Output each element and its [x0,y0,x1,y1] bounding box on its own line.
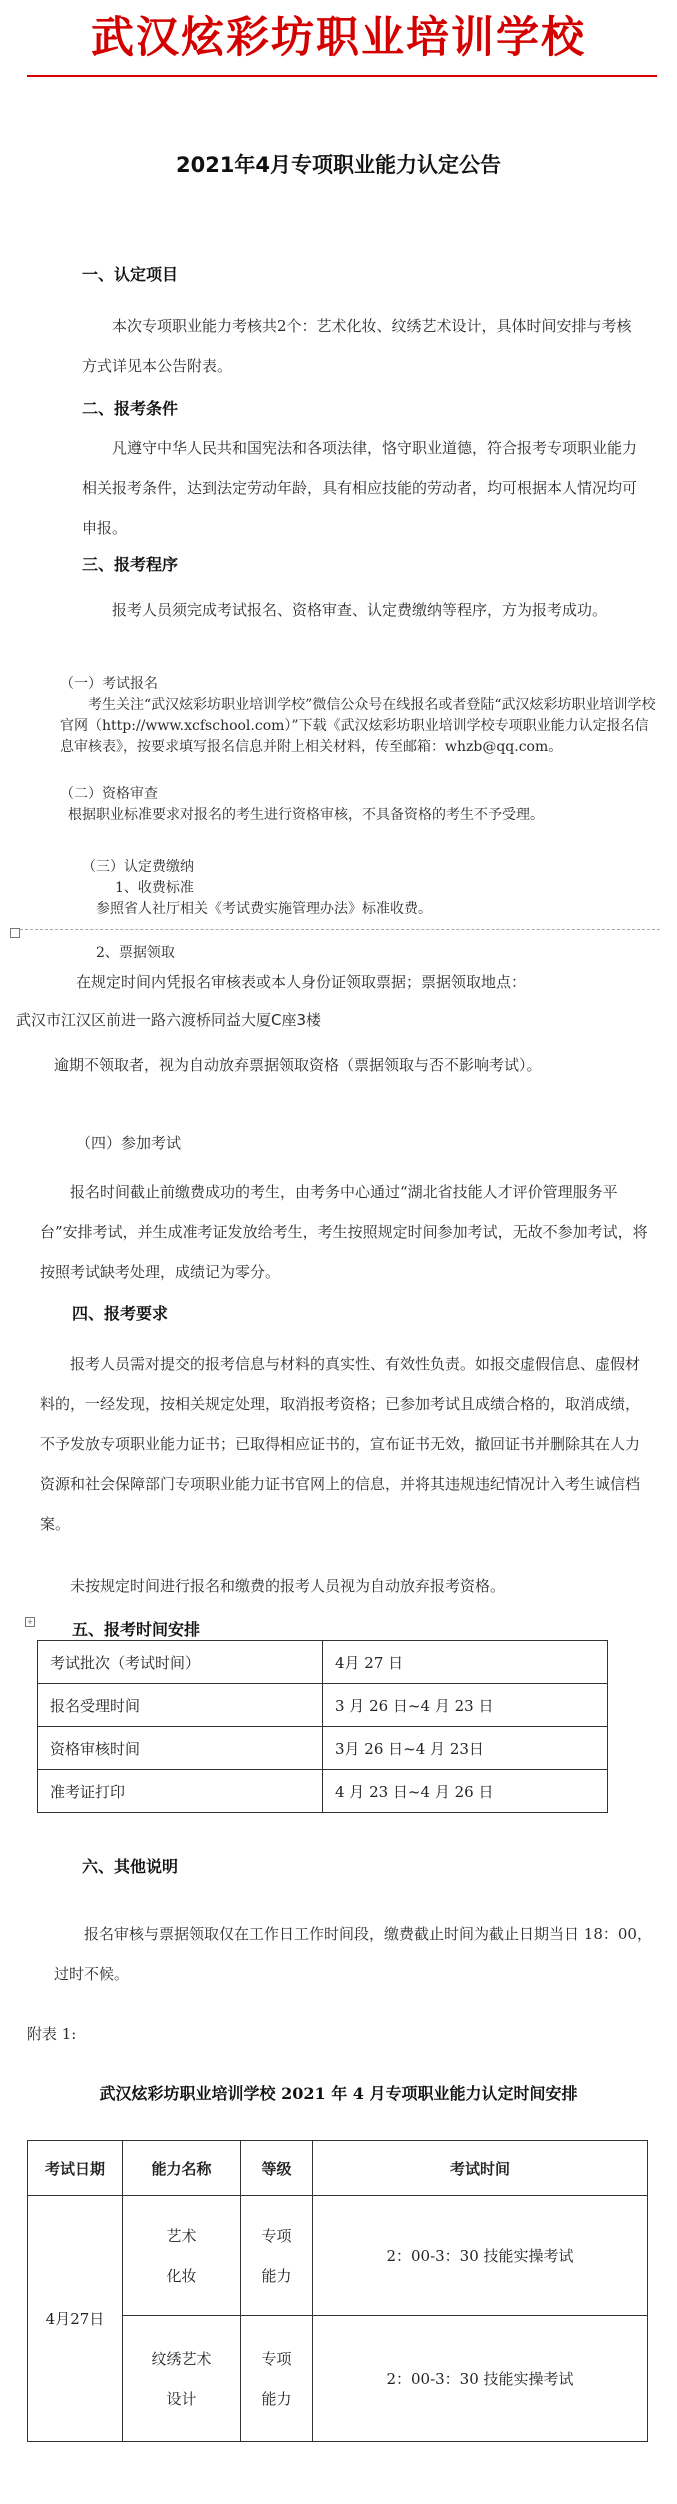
fee-standard-body: 参照省人社厅相关《考试费实施管理办法》标准收费。 [96,901,432,917]
section-3-intro: 报考人员须完成考试报名、资格审查、认定费缴纳等程序，方为报考成功。 [112,601,608,619]
schedule-value: 4 月 23 日~4 月 26 日 [323,1770,608,1813]
exam-date-cell: 4月27日 [28,2196,123,2442]
exam-time-cell: 2：00-3：30 技能实操考试 [313,2196,648,2316]
header-date: 考试日期 [28,2141,123,2196]
schedule-value: 4月 27 日 [323,1641,608,1684]
receipt-title: 2、票据领取 [96,945,175,961]
schedule-value: 3 月 26 日~4 月 23 日 [323,1684,608,1727]
section-1-body: 本次专项职业能力考核共2个：艺术化妆、纹绣艺术设计，具体时间安排与考核方式详见本公告附表。 [82,317,632,375]
subsection-registration-title: （一）考试报名 [60,676,158,692]
receipt-body: 在规定时间内凭报名审核表或本人身份证领取票据；票据领取地点： [76,973,527,991]
receipt-address: 武汉市江汉区前进一路六渡桥同益大厦C座3楼 [16,1011,322,1029]
header-level: 等级 [241,2141,313,2196]
subsection-exam-title: （四）参加考试 [76,1134,182,1152]
section-2-body: 凡遵守中华人民共和国宪法和各项法律，恪守职业道德，符合报考专项职业能力相关报考条件，达到法定劳动年龄，具有相应技能的劳动者，均可根据本人情况均可申报。 [82,439,638,537]
section-2-heading: 二、报考条件 [82,399,179,418]
header-divider [27,75,657,77]
subsection-registration-body: 考生关注“武汉炫彩坊职业培训学校”微信公众号在线报名或者登陆“武汉炫彩坊职业培训学校官网（http://www.xcfschool.com）”下载《武汉炫彩坊职业培训学校专项职业能力认定报名信息审核表》，按要求填写报名信息并附上相关材料，传至邮箱：whzb@qq.com。 [60,697,656,755]
skill-name-line: 纹绣艺术 [151,2349,212,2368]
page-break-line [20,929,660,930]
section-1-heading: 一、认定项目 [82,265,179,284]
skill-name-line: 艺术 [166,2226,197,2245]
schedule-label: 报名受理时间 [38,1684,323,1727]
table-row [38,1684,608,1727]
level-line: 专项 [261,2226,292,2245]
section-4-heading: 四、报考要求 [72,1304,169,1323]
skill-name-line: 设计 [166,2389,197,2408]
appendix-table [27,2140,648,2442]
level-cell [241,2316,313,2442]
level-line: 能力 [261,2266,292,2285]
skill-name-cell [123,2316,241,2442]
schedule-label: 准考证打印 [38,1770,323,1813]
header-time: 考试时间 [313,2141,648,2196]
exam-time-cell: 2：00-3：30 技能实操考试 [313,2316,648,2442]
appendix-title: 武汉炫彩坊职业培训学校 2021 年 4 月专项职业能力认定时间安排 [99,2084,578,2103]
skill-name-line: 化妆 [166,2266,197,2285]
table-anchor-icon: + [25,1617,35,1627]
subsection-review-body: 根据职业标准要求对报名的考生进行资格审核，不具备资格的考生不予受理。 [68,807,544,823]
subsection-fee-title: （三）认定费缴纳 [82,859,194,875]
section-4-body-2: 未按规定时间进行报名和缴费的报考人员视为自动放弃报考资格。 [70,1577,506,1595]
school-name: 武汉炫彩坊职业培训学校 [91,13,586,63]
table-row [28,2196,648,2316]
subsection-exam-body: 报名时间截止前缴费成功的考生，由考务中心通过“湖北省技能人才评价管理服务平台”安排考试，并生成准考证发放给考生，考生按照规定时间参加考试，无故不参加考试，将按照考试缺考处理，成绩记为零分。 [40,1183,648,1281]
schedule-table [37,1640,608,1813]
section-5-heading: 五、报考时间安排 [72,1620,201,1639]
schedule-value: 3月 26 日~4 月 23日 [323,1727,608,1770]
table-row [38,1727,608,1770]
level-cell [241,2196,313,2316]
anchor-marker-icon [10,928,20,938]
subsection-review-title: （二）资格审查 [60,786,158,802]
section-6-heading: 六、其他说明 [82,1857,179,1876]
notice-title: 2021年4月专项职业能力认定公告 [175,153,502,177]
schedule-label: 资格审核时间 [38,1727,323,1770]
table-row [28,2141,648,2196]
table-row [38,1641,608,1684]
skill-name-cell [123,2196,241,2316]
fee-standard-title: 1、收费标准 [115,880,194,896]
section-6-body: 报名审核与票据领取仅在工作日工作时间段，缴费截止时间为截止日期当日 18：00，过时不候。 [54,1925,652,1983]
schedule-label: 考试批次（考试时间） [38,1641,323,1684]
level-line: 能力 [261,2389,292,2408]
level-line: 专项 [261,2349,292,2368]
receipt-overdue: 逾期不领取者，视为自动放弃票据领取资格（票据领取与否不影响考试）。 [54,1056,542,1074]
section-3-heading: 三、报考程序 [82,555,179,574]
section-4-body-1: 报考人员需对提交的报考信息与材料的真实性、有效性负责。如报交虚假信息、虚假材料的，一经发现，按相关规定处理，取消报考资格；已参加考试且成绩合格的，取消成绩，不予发放专项职业能力证书；已取得相应证书的，宣布证书无效，撤回证书并删除其在人力资源和社会保障部门专项职业能力证书官网上的信息，并将其违规违纪情况计入考生诚信档案。 [40,1355,641,1533]
table-row [38,1770,608,1813]
header-skill: 能力名称 [123,2141,241,2196]
appendix-label: 附表 1: [27,2025,77,2043]
